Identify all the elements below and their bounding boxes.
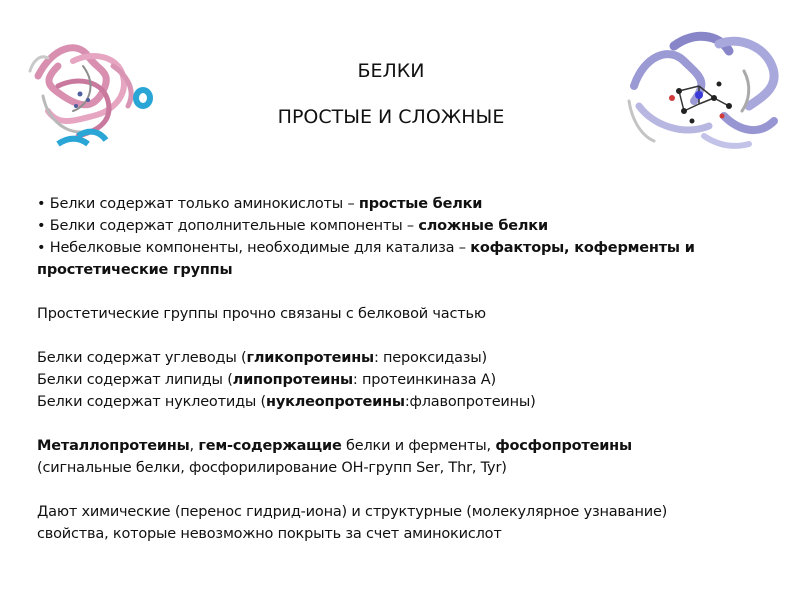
prosthetic-groups-text: Простетические группы прочно связаны с белковой частью xyxy=(37,306,486,322)
bullet-cofactors-cont: простетические группы xyxy=(37,262,233,278)
conclusion-line-2: свойства, которые невозможно покрыть за счет аминокислот xyxy=(37,526,502,542)
slide-body xyxy=(37,193,777,545)
lipoproteins-line: Белки содержат липиды (липопротеины: протеинкиназа А) xyxy=(37,372,496,388)
bullet-cofactors: • Небелковые компоненты, необходимые для катализа – кофакторы, коферменты и xyxy=(37,240,695,256)
slide-subtitle: ПРОСТЫЕ И СЛОЖНЫЕ xyxy=(277,106,505,128)
bullet-complex-proteins: • Белки содержат дополнительные компоненты – сложные белки xyxy=(37,218,548,234)
protein-structure-image-right xyxy=(624,26,784,154)
nucleoproteins-line: Белки содержат нуклеотиды (нуклеопротеины:флавопротеины) xyxy=(37,394,536,410)
metalloproteins-line: Металлопротеины, гем-содержащие белки и ферменты, фосфопротеины xyxy=(37,438,632,454)
protein-structure-image-left xyxy=(18,36,166,156)
glycoproteins-line: Белки содержат углеводы (гликопротеины: пероксидазы) xyxy=(37,350,487,366)
slide-title: БЕЛКИ xyxy=(357,60,425,82)
bullet-simple-proteins: • Белки содержат только аминокислоты – простые белки xyxy=(37,196,483,212)
conclusion-line-1: Дают химические (перенос гидрид-иона) и структурные (молекулярное узнавание) xyxy=(37,504,668,520)
metalloproteins-line-2: (сигнальные белки, фосфорилирование ОН-групп Ser, Thr, Tyr) xyxy=(37,460,507,476)
